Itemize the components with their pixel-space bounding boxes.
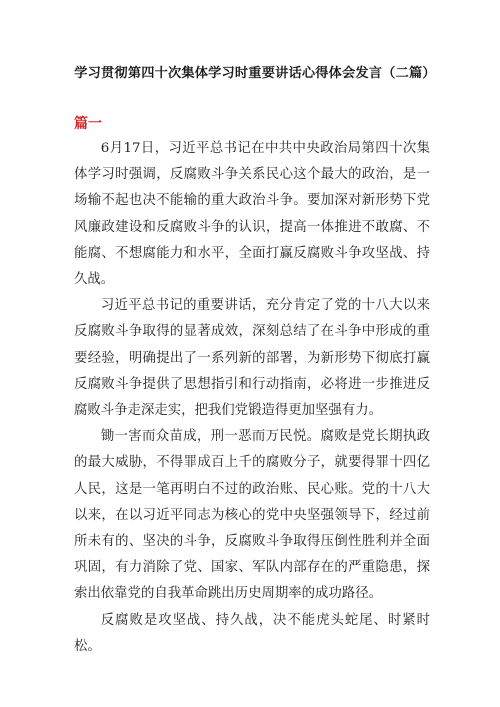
document-body [74,136,430,660]
document-title: 学习贯彻第四十次集体学习时重要讲话心得体会发言（二篇） [74,66,436,81]
paragraph: 锄一害而众苗成，刑一恶而万民悦。腐败是党长期执政的最大威胁，不得罪成百上千的腐败分子，就要得罪十四亿人民，这是一笔再明白不过的政治账、民心账。党的十八大以来，在以习近平同志为核心的党中央坚强领导下，经过前所未有的、坚决的斗争，反腐败斗争取得压倒性胜利并全面巩固，有力消除了党、国家、军队内部存在的严重隐患，探索出依靠党的自我革命跳出历史周期率的成功路径。 [74,429,430,602]
section-heading: 篇一 [74,116,102,132]
paragraph: 习近平总书记的重要讲话，充分肯定了党的十八大以来反腐败斗争取得的显著成效，深刻总结了在斗争中形成的重要经验，明确提出了一系列新的部署，为新形势下彻底打赢反腐败斗争提供了思想指引和行动指南，必将进一步推进反腐败斗争走深走实，把我们党锻造得更加坚强有力。 [74,298,430,419]
paragraph: 6月17日，习近平总书记在中共中央政治局第四十次集体学习时强调，反腐败斗争关系民心这个最大的政治，是一场输不起也决不能输的重大政治斗争。要加深对新形势下党风廉政建设和反腐败斗争的认识，提高一体推进不敢腐、不能腐、不想腐能力和水平，全面打赢反腐败斗争攻坚战、持久战。 [74,141,430,288]
paragraph: 反腐败是攻坚战、持久战，决不能虎头蛇尾、时紧时松。 [74,612,430,654]
